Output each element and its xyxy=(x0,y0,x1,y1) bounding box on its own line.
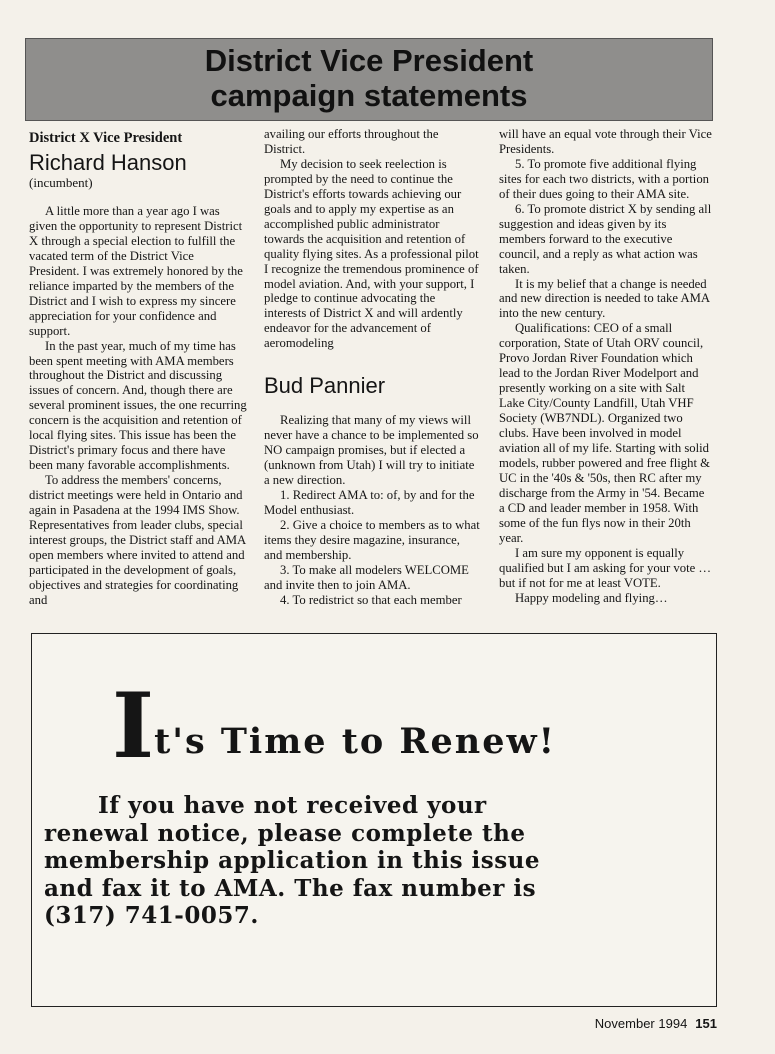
article-column-2 xyxy=(264,127,480,608)
issue-date: November 1994 xyxy=(594,1016,688,1031)
page-number: 151 xyxy=(695,1016,717,1031)
paragraph: 1. Redirect AMA to: of, by and for the Model enthusiast. xyxy=(264,488,475,518)
page-header-banner xyxy=(25,38,713,121)
section-heading: District X Vice President xyxy=(29,130,183,146)
paragraph: availing our efforts throughout the District. xyxy=(264,127,439,156)
header-title-line-2: campaign statements xyxy=(210,78,528,113)
paragraph: To address the members' concerns, district meetings were held in Ontario and again in Pasadena at the 1994 IMS Show. Representatives from leader clubs, special interest groups, the District staff and AMA open members where invited to attend and participated in the development of goals, objectives and strategies for coordinating and xyxy=(29,473,246,607)
renewal-title-text: t's Time to Renew! xyxy=(154,721,556,762)
paragraph: In the past year, much of my time has been spent meeting with AMA members throughout the District and discussing issues of concern. And, though there are several prominent issues, the one recurring concern is the acquisition and retention of local flying sites. This issue has been the District's primary focus and there have been many favorable accomplishments. xyxy=(29,338,247,473)
paragraph: A little more than a year ago I was given the opportunity to represent District X through a special election to fulfill the vacated term of the District Vice President. I was extremely honored by the reliance imparted by the members of the District and I wish to express my sincere appreciation for your confidence and support. xyxy=(29,204,243,338)
renewal-notice-box xyxy=(31,633,717,1007)
page-footer xyxy=(595,1016,717,1031)
paragraph: Qualifications: CEO of a small corporation, State of Utah ORV council, Provo Jordan River Foundation which lead to the Jordan River Modelport and presently working on a site with Salt Lake City/County Landfill, Utah VHF Society (WB7NDL). Organized two clubs. Have been involved in model aviation all of my life. Starting with solid models, rubber powered and free flight & UC in the '40s & '50s, then RC after my discharge from the Army in '54. Became a CD and leader member in 1958. With some of the fun flys now in their 20th year. xyxy=(499,321,711,545)
paragraph: 6. To promote district X by sending all suggestion and ideas given by its members forward to the executive council, and a reply as what action was taken. xyxy=(499,201,712,276)
renewal-line: membership application in this issue xyxy=(44,847,541,874)
paragraph: 3. To make all modelers WELCOME and invite then to join AMA. xyxy=(264,562,469,592)
paragraph: It is my belief that a change is needed and new direction is needed to take AMA into the new century. xyxy=(499,276,710,321)
renewal-line: (317) 741-0057. xyxy=(44,902,259,929)
paragraph: 4. To redistrict so that each member xyxy=(280,592,462,607)
renewal-line: If you have not received your xyxy=(98,792,487,819)
article-column-3 xyxy=(499,127,713,606)
paragraph: 2. Give a choice to members as to what items they desire magazine, insurance, and membership. xyxy=(264,517,480,562)
renewal-line: renewal notice, please complete the xyxy=(44,819,526,847)
article-column-1 xyxy=(29,127,247,608)
renewal-title-initial: I xyxy=(112,673,155,779)
candidate-name-hanson: Richard Hanson xyxy=(29,150,187,175)
header-title-line-1: District Vice President xyxy=(204,43,534,78)
renewal-line: and fax it to AMA. The fax number is xyxy=(44,874,537,902)
renewal-title xyxy=(112,673,556,779)
paragraph: My decision to seek reelection is prompted by the need to continue the District's efforts towards achieving our goals and to apply my expertise as an accomplished public administrator towards the acquisition and retention of quality flying sites. As a professional pilot I recognize the tremendous prominence of model aviation. And, with your support, I pledge to continue advocating the interests of District X and will ardently endeavor for the advancement of aeromodeling xyxy=(264,156,479,351)
renewal-body xyxy=(44,792,704,930)
paragraph: Realizing that many of my views will never have a chance to be implemented so NO campaign promises, but if elected a (unknown from Utah) I will try to initiate a new direction. xyxy=(264,413,479,488)
paragraph: will have an equal vote through their Vice Presidents. xyxy=(499,127,712,156)
paragraph: I am sure my opponent is equally qualified but I am asking for your vote … but if not for me at least VOTE. xyxy=(499,545,712,590)
paragraph: 5. To promote five additional flying sites for each two districts, with a portion of their dues going to their AMA site. xyxy=(499,156,710,201)
candidate-name-pannier: Bud Pannier xyxy=(264,373,386,399)
candidate-status: (incumbent) xyxy=(29,175,93,190)
paragraph: Happy modeling and flying… xyxy=(515,590,668,605)
